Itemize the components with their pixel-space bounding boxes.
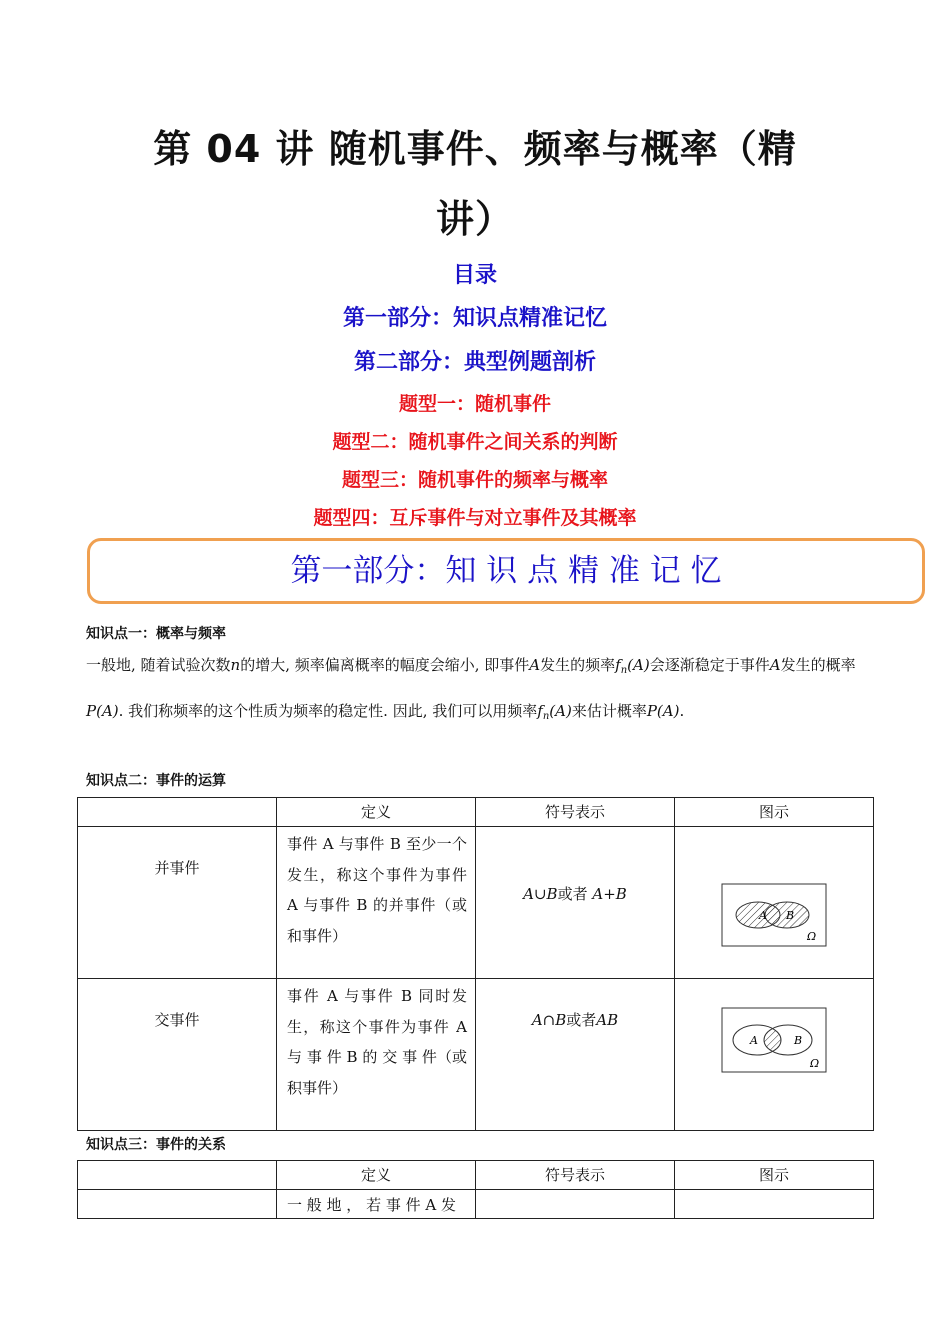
table-header-row xyxy=(78,798,874,827)
header-definition: 定义 xyxy=(277,798,476,827)
union-venn-cell xyxy=(675,827,874,979)
header-empty-cell xyxy=(78,798,277,827)
intersection-venn-cell xyxy=(675,979,874,1131)
relation-diagram-cell xyxy=(675,1190,874,1219)
knowledge-point-1-heading: 知识点一：概率与频率 xyxy=(86,626,226,642)
toc-type2-link[interactable]: 题型二：随机事件之间关系的判断 xyxy=(332,431,618,453)
knowledge-point-3-heading: 知识点三：事件的关系 xyxy=(86,1137,226,1153)
header-diagram: 图示 xyxy=(675,1161,874,1190)
event-relations-table xyxy=(77,1160,874,1219)
toc-heading: 目录 xyxy=(452,263,497,288)
toc-part2-link[interactable]: 第二部分：典型例题剖析 xyxy=(353,350,596,375)
intersection-event-symbol: A∩B或者AB xyxy=(476,979,675,1131)
table-row xyxy=(78,979,874,1131)
toc-type3-link[interactable]: 题型三：随机事件的频率与概率 xyxy=(341,469,608,491)
intersection-event-name: 交事件 xyxy=(78,979,277,1131)
header-symbol: 符号表示 xyxy=(476,798,675,827)
header-diagram: 图示 xyxy=(675,798,874,827)
set-b-label: B xyxy=(794,1034,803,1047)
set-a-label: A xyxy=(759,909,767,922)
omega-label: Ω xyxy=(810,1057,820,1070)
relation-symbol-cell xyxy=(476,1190,675,1219)
relation-definition-partial: 一 般 地 ， 若 事 件 A 发 xyxy=(277,1190,476,1219)
header-symbol: 符号表示 xyxy=(476,1161,675,1190)
lecture-title-line2: 讲） xyxy=(435,197,514,241)
union-event-symbol: A∪B或者 A+B xyxy=(476,827,675,979)
union-venn-diagram xyxy=(721,883,827,947)
union-event-name: 并事件 xyxy=(78,827,277,979)
toc-type4-link[interactable]: 题型四：互斥事件与对立事件及其概率 xyxy=(313,507,637,529)
table-row xyxy=(78,1190,874,1219)
knowledge-point-2-heading: 知识点二：事件的运算 xyxy=(86,773,226,789)
knowledge-point-1-paragraph: 一般地, 随着试验次数n的增大, 频率偏离概率的幅度会缩小, 即事件A发生的频率$f_n(A)$会逐渐稳定于事件A发生的概率P(A). 我们称频率的这个性质为频率的稳定性. 因此, 我们可以用频率$f_n(A)$来估计概率P(A). xyxy=(86,656,856,722)
set-b-label: B xyxy=(786,909,795,922)
header-empty-cell xyxy=(78,1161,277,1190)
toc-part1-link[interactable]: 第一部分：知识点精准记忆 xyxy=(342,306,607,331)
relation-name-cell xyxy=(78,1190,277,1219)
intersection-venn-diagram xyxy=(721,1007,827,1073)
table-row xyxy=(78,827,874,979)
header-definition: 定义 xyxy=(277,1161,476,1190)
table-header-row xyxy=(78,1161,874,1190)
section-banner: 第一部分：知 识 点 精 准 记 忆 xyxy=(87,538,925,604)
union-event-definition: 事件 A 与事件 B 至少一个发生，称这个事件为事件 A 与事件 B 的并事件（或和事件） xyxy=(277,827,476,979)
intersection-event-definition: 事件 A 与事件 B 同时发生，称这个事件为事件 A 与 事 件 B 的 交 事 件（或积事件） xyxy=(277,979,476,1131)
event-operations-table xyxy=(77,797,874,1131)
toc-type1-link[interactable]: 题型一：随机事件 xyxy=(398,393,551,415)
set-a-label: A xyxy=(750,1034,758,1047)
omega-label: Ω xyxy=(807,930,817,943)
lecture-title-line1: 第 04 讲 随机事件、频率与概率（精 xyxy=(153,127,797,171)
